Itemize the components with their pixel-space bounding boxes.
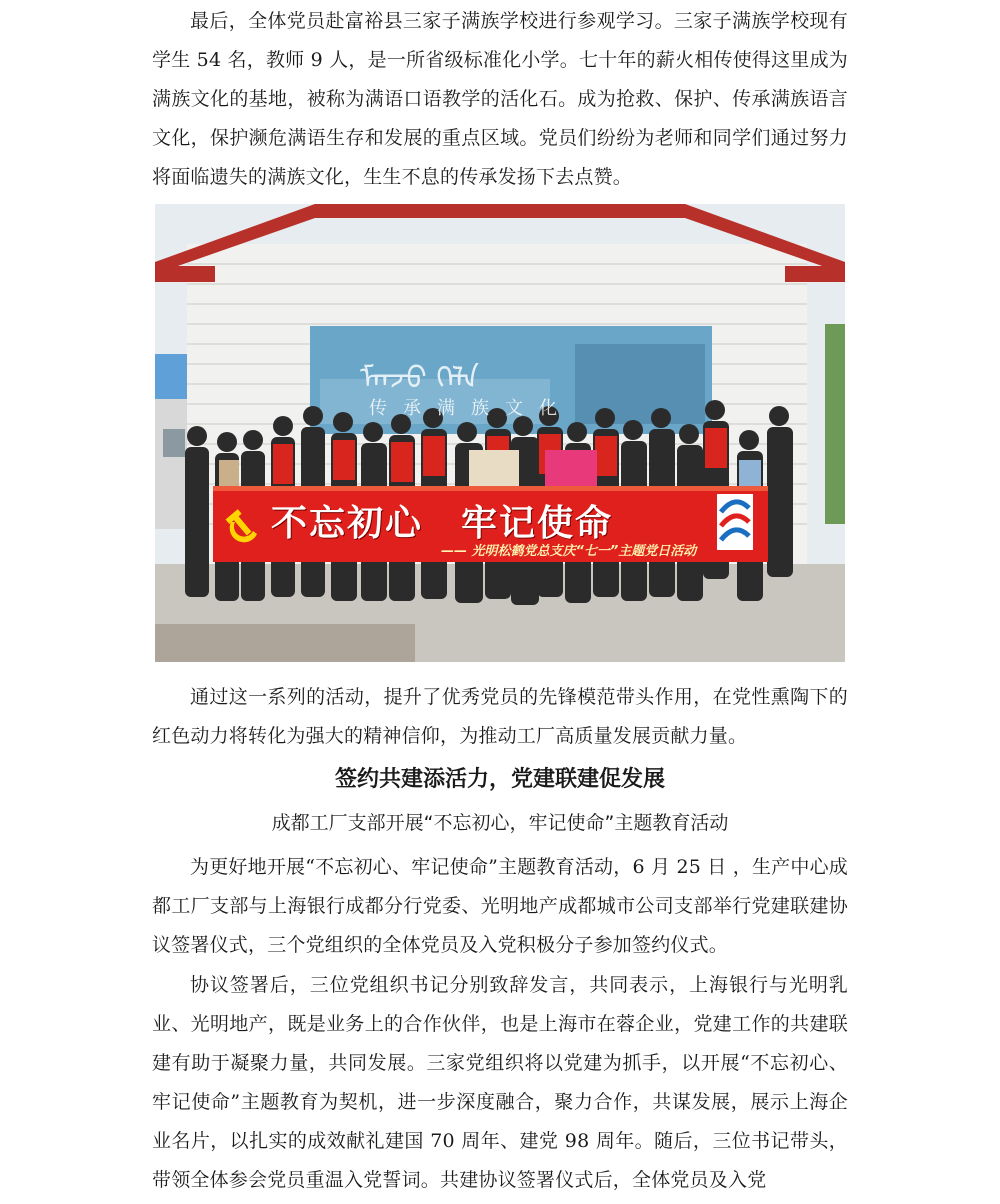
paragraph-activity-summary: 通过这一系列的活动，提升了优秀党员的先锋模范带头作用，在党性熏陶下的红色动力将转化为强大的精神信仰，为推动工厂高质量发展贡献力量。 <box>152 686 848 747</box>
banner-slogan: 不忘初心 牢记使命 <box>271 503 614 544</box>
banner-subtitle: —— 光明松鹤党总支庆“七一”主题党日活动 <box>441 544 697 559</box>
paragraph-school-visit: 最后，全体党员赴富裕县三家子满族学校进行参观学习。三家子满族学校现有学生 54 名，教师 9 人，是一所省级标准化小学。七十年的薪火相传使得这里成为满族文化的基地，被称为满语口语教学的活化石。成为抢救、保护、传承满族语言文化，保护濒危满语生存和发展的重点区域。党员们纷纷为老师和同学们通过努力将面临遗失的满族文化，生生不息的传承发扬下去点赞。 <box>152 10 848 188</box>
paragraph-signing-ceremony: 为更好地开展“不忘初心、牢记使命”主题教育活动，6 月 25 日 ，生产中心成都工厂支部与上海银行成都分行党委、光明地产成都城市公司支部举行党建联建协议签署仪式，三个党组织的全体党员及入党积极分子参加签约仪式。 <box>152 856 848 956</box>
group-photo <box>155 204 845 662</box>
section-heading: 签约共建添活力，党建联建促发展 <box>334 767 665 792</box>
mural-script: ᠮᠠᠨᠵᠤ ᠬᠡᠯᠡ <box>360 361 480 396</box>
group-photo-illustration <box>155 204 845 662</box>
section-subheading: 成都工厂支部开展“不忘初心，牢记使命”主题教育活动 <box>271 812 729 834</box>
mural-caption: 传承满族文化 <box>369 398 573 419</box>
paragraph-after-signing: 协议签署后，三位党组织书记分别致辞发言，共同表示，上海银行与光明乳业、光明地产，既是业务上的合作伙伴，也是上海市在蓉企业，党建工作的共建联建有助于凝聚力量，共同发展。三家党组织将以党建为抓手，以开展“不忘初心、牢记使命”主题教育为契机，进一步深度融合，聚力合作，共谋发展，展示上海企业名片，以扎实的成效献礼建国 70 周年、建党 98 周年。随后，三位书记带头，带领全体参会党员重温入党誓词。共建协议签署仪式后，全体党员及入党 <box>152 974 848 1191</box>
